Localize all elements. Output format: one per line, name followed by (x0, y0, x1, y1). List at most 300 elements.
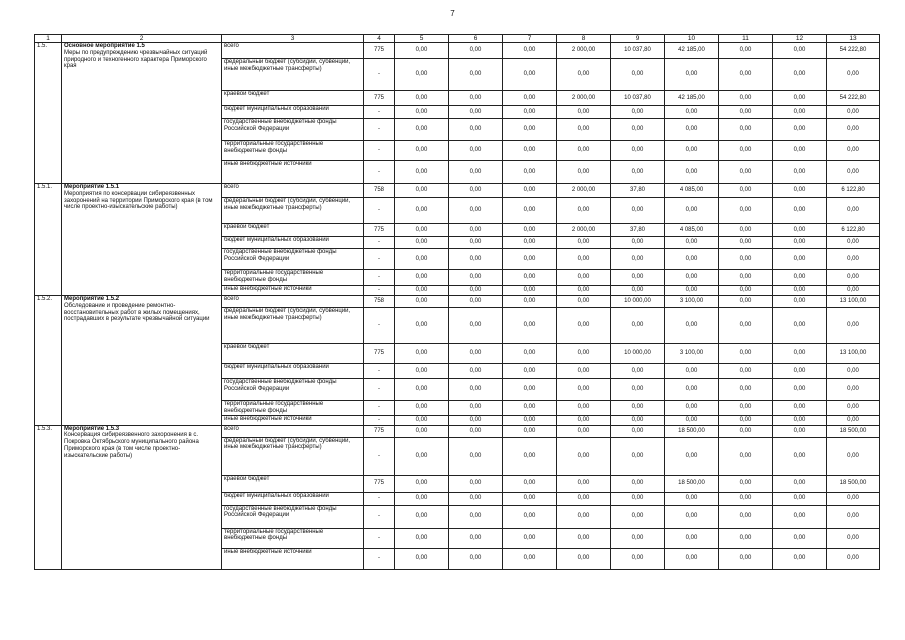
amount-value: 0,00 (557, 425, 611, 437)
amount-value: 0,00 (449, 401, 503, 416)
amount-value: 0,00 (395, 528, 449, 548)
total-value: 6 122,80 (827, 184, 880, 198)
amount-value: 0,00 (503, 270, 557, 286)
amount-value: 0,00 (395, 437, 449, 475)
funding-source-label: федеральный бюджет (субсидии, субвенции, иные межбюджетные трансферты) (222, 59, 364, 91)
column-number-header: 8 (557, 35, 611, 43)
grbs-code: 775 (364, 425, 395, 437)
grbs-code: - (364, 528, 395, 548)
column-number-header: 13 (827, 35, 880, 43)
amount-value: 0,00 (611, 59, 665, 91)
amount-value: 0,00 (611, 548, 665, 569)
total-value: 0,00 (827, 505, 880, 528)
amount-value: 0,00 (719, 437, 773, 475)
amount-value: 10 037,80 (611, 43, 665, 59)
amount-value: 0,00 (719, 184, 773, 198)
amount-value: 0,00 (611, 237, 665, 249)
total-value: 0,00 (827, 437, 880, 475)
amount-value: 0,00 (611, 437, 665, 475)
amount-value: 0,00 (395, 106, 449, 119)
amount-value: 0,00 (719, 492, 773, 505)
amount-value: 42 185,00 (665, 91, 719, 106)
amount-value: 0,00 (719, 43, 773, 59)
item-code: 1.5.1. (35, 184, 62, 296)
amount-value: 0,00 (665, 59, 719, 91)
amount-value: 0,00 (395, 141, 449, 161)
column-number-header: 5 (395, 35, 449, 43)
amount-value: 0,00 (773, 43, 827, 59)
amount-value: 0,00 (449, 161, 503, 184)
grbs-code: 775 (364, 43, 395, 59)
amount-value: 0,00 (773, 106, 827, 119)
amount-value: 0,00 (449, 184, 503, 198)
table-row (35, 296, 880, 308)
grbs-code: - (364, 161, 395, 184)
funding-source-label: иные внебюджетные источники (222, 548, 364, 569)
amount-value: 0,00 (449, 270, 503, 286)
total-value: 0,00 (827, 106, 880, 119)
amount-value: 0,00 (449, 548, 503, 569)
amount-value: 3 100,00 (665, 344, 719, 364)
grbs-code: 758 (364, 184, 395, 198)
amount-value: 2 000,00 (557, 184, 611, 198)
amount-value: 0,00 (395, 249, 449, 270)
item-description: Мероприятия по консервации сибиреязвенных захоронений на территории Приморского края (в том числе проектно-изыскательские работы) (64, 190, 213, 211)
funding-source-label: краевой бюджет (222, 224, 364, 237)
item-description-cell (62, 184, 222, 296)
column-number-header: 11 (719, 35, 773, 43)
column-number-header: 9 (611, 35, 665, 43)
item-title: Мероприятие 1.5.2 (64, 296, 120, 302)
funding-source-label: краевой бюджет (222, 475, 364, 492)
funding-source-label: государственные внебюджетные фонды Российской Федерации (222, 119, 364, 141)
amount-value: 0,00 (557, 286, 611, 296)
amount-value: 0,00 (719, 224, 773, 237)
amount-value: 37,80 (611, 224, 665, 237)
amount-value: 18 500,00 (665, 475, 719, 492)
amount-value: 0,00 (611, 364, 665, 379)
total-value: 0,00 (827, 270, 880, 286)
item-description-cell (62, 43, 222, 184)
amount-value: 0,00 (557, 161, 611, 184)
grbs-code: 775 (364, 224, 395, 237)
amount-value: 0,00 (395, 344, 449, 364)
amount-value: 0,00 (773, 415, 827, 425)
amount-value: 0,00 (557, 237, 611, 249)
amount-value: 0,00 (611, 106, 665, 119)
amount-value: 0,00 (449, 308, 503, 344)
amount-value: 0,00 (503, 286, 557, 296)
column-number-header: 10 (665, 35, 719, 43)
amount-value: 0,00 (611, 119, 665, 141)
amount-value: 0,00 (773, 161, 827, 184)
amount-value: 0,00 (557, 308, 611, 344)
funding-source-label: иные внебюджетные источники (222, 415, 364, 425)
amount-value: 0,00 (395, 91, 449, 106)
amount-value: 0,00 (665, 505, 719, 528)
amount-value: 0,00 (719, 401, 773, 416)
amount-value: 0,00 (449, 43, 503, 59)
amount-value: 0,00 (449, 286, 503, 296)
amount-value: 0,00 (611, 492, 665, 505)
total-value: 0,00 (827, 141, 880, 161)
amount-value: 0,00 (773, 296, 827, 308)
amount-value: 18 500,00 (665, 425, 719, 437)
amount-value: 0,00 (395, 59, 449, 91)
amount-value: 2 000,00 (557, 91, 611, 106)
amount-value: 0,00 (773, 249, 827, 270)
funding-source-label: всего (222, 184, 364, 198)
amount-value: 0,00 (503, 379, 557, 401)
amount-value: 0,00 (611, 379, 665, 401)
amount-value: 0,00 (503, 198, 557, 224)
amount-value: 0,00 (395, 224, 449, 237)
grbs-code: - (364, 308, 395, 344)
grbs-code: 775 (364, 344, 395, 364)
amount-value: 0,00 (449, 224, 503, 237)
amount-value: 0,00 (719, 308, 773, 344)
amount-value: 0,00 (665, 237, 719, 249)
total-value: 0,00 (827, 237, 880, 249)
amount-value: 0,00 (557, 296, 611, 308)
grbs-code: - (364, 270, 395, 286)
item-description: Меры по предупреждению чрезвычайных ситуаций природного и техногенного характера Приморского края (64, 49, 208, 70)
item-title: Мероприятие 1.5.1 (64, 184, 120, 190)
item-title: Мероприятие 1.5.3 (64, 425, 120, 432)
amount-value: 0,00 (395, 401, 449, 416)
total-value: 0,00 (827, 161, 880, 184)
amount-value: 0,00 (611, 415, 665, 425)
amount-value: 0,00 (611, 528, 665, 548)
grbs-code: - (364, 401, 395, 416)
amount-value: 0,00 (395, 184, 449, 198)
amount-value: 0,00 (611, 308, 665, 344)
amount-value: 0,00 (719, 425, 773, 437)
amount-value: 0,00 (665, 249, 719, 270)
amount-value: 0,00 (395, 270, 449, 286)
column-number-header: 12 (773, 35, 827, 43)
funding-source-label: федеральный бюджет (субсидии, субвенции, иные межбюджетные трансферты) (222, 437, 364, 475)
amount-value: 0,00 (557, 415, 611, 425)
amount-value: 0,00 (773, 270, 827, 286)
amount-value: 0,00 (503, 505, 557, 528)
amount-value: 0,00 (449, 379, 503, 401)
amount-value: 10 000,00 (611, 344, 665, 364)
amount-value: 0,00 (395, 505, 449, 528)
funding-source-label: территориальные государственные внебюджетные фонды (222, 401, 364, 416)
amount-value: 0,00 (719, 161, 773, 184)
amount-value: 0,00 (773, 401, 827, 416)
amount-value: 0,00 (449, 237, 503, 249)
grbs-code: - (364, 415, 395, 425)
amount-value: 0,00 (395, 161, 449, 184)
amount-value: 0,00 (665, 119, 719, 141)
funding-source-label: краевой бюджет (222, 91, 364, 106)
amount-value: 0,00 (773, 548, 827, 569)
amount-value: 0,00 (611, 198, 665, 224)
amount-value: 0,00 (557, 141, 611, 161)
amount-value: 0,00 (503, 141, 557, 161)
amount-value: 0,00 (773, 286, 827, 296)
grbs-code: 775 (364, 91, 395, 106)
amount-value: 0,00 (395, 492, 449, 505)
amount-value: 0,00 (449, 296, 503, 308)
amount-value: 0,00 (719, 379, 773, 401)
amount-value: 0,00 (395, 198, 449, 224)
amount-value: 0,00 (773, 344, 827, 364)
total-value: 54 222,80 (827, 91, 880, 106)
amount-value: 0,00 (665, 548, 719, 569)
amount-value: 10 037,80 (611, 91, 665, 106)
funding-source-label: краевой бюджет (222, 344, 364, 364)
amount-value: 0,00 (395, 286, 449, 296)
amount-value: 0,00 (719, 270, 773, 286)
amount-value: 0,00 (395, 475, 449, 492)
grbs-code: - (364, 249, 395, 270)
amount-value: 0,00 (719, 119, 773, 141)
amount-value: 0,00 (719, 91, 773, 106)
total-value: 0,00 (827, 286, 880, 296)
amount-value: 0,00 (719, 198, 773, 224)
amount-value: 0,00 (611, 505, 665, 528)
amount-value: 0,00 (719, 237, 773, 249)
amount-value: 0,00 (395, 379, 449, 401)
amount-value: 0,00 (503, 344, 557, 364)
amount-value: 2 000,00 (557, 43, 611, 59)
total-value: 0,00 (827, 308, 880, 344)
amount-value: 0,00 (557, 270, 611, 286)
amount-value: 0,00 (449, 415, 503, 425)
amount-value: 0,00 (719, 528, 773, 548)
column-number-header: 7 (503, 35, 557, 43)
amount-value: 0,00 (449, 198, 503, 224)
funding-source-label: территориальные государственные внебюджетные фонды (222, 141, 364, 161)
amount-value: 0,00 (719, 475, 773, 492)
funding-source-label: государственные внебюджетные фонды Российской Федерации (222, 505, 364, 528)
funding-source-label: государственные внебюджетные фонды Российской Федерации (222, 379, 364, 401)
amount-value: 0,00 (611, 141, 665, 161)
amount-value: 0,00 (503, 437, 557, 475)
funding-source-label: иные внебюджетные источники (222, 286, 364, 296)
budget-table-body (35, 35, 880, 570)
amount-value: 0,00 (665, 415, 719, 425)
funding-source-label: всего (222, 296, 364, 308)
amount-value: 0,00 (449, 91, 503, 106)
funding-source-label: иные внебюджетные источники (222, 161, 364, 184)
grbs-code: - (364, 59, 395, 91)
amount-value: 0,00 (611, 475, 665, 492)
item-code: 1.5.3. (35, 425, 62, 569)
amount-value: 0,00 (665, 270, 719, 286)
total-value: 0,00 (827, 59, 880, 91)
total-value: 0,00 (827, 528, 880, 548)
total-value: 0,00 (827, 364, 880, 379)
grbs-code: 775 (364, 475, 395, 492)
amount-value: 0,00 (665, 106, 719, 119)
grbs-code: - (364, 492, 395, 505)
amount-value: 0,00 (665, 161, 719, 184)
amount-value: 0,00 (719, 141, 773, 161)
amount-value: 0,00 (557, 249, 611, 270)
amount-value: 0,00 (557, 437, 611, 475)
grbs-code: - (364, 364, 395, 379)
total-value: 0,00 (827, 548, 880, 569)
amount-value: 0,00 (611, 425, 665, 437)
item-title: Основное мероприятие 1.5 (64, 43, 145, 49)
amount-value: 0,00 (611, 401, 665, 416)
amount-value: 0,00 (503, 475, 557, 492)
item-code: 1.5.2. (35, 296, 62, 426)
amount-value: 3 100,00 (665, 296, 719, 308)
total-value: 13 100,00 (827, 296, 880, 308)
total-value: 0,00 (827, 379, 880, 401)
item-description: Консервация сибиреязвенного захоронения в с. Покровка Октябрьского муниципального района Приморского края (в том числе проектно-изыскательские работы) (64, 432, 199, 459)
amount-value: 0,00 (557, 119, 611, 141)
column-number-header: 1 (35, 35, 62, 43)
amount-value: 0,00 (503, 249, 557, 270)
amount-value: 0,00 (395, 548, 449, 569)
amount-value: 0,00 (773, 184, 827, 198)
grbs-code: - (364, 437, 395, 475)
column-number-header: 4 (364, 35, 395, 43)
funding-source-label: бюджет муниципальных образований (222, 492, 364, 505)
column-number-header-row (35, 35, 880, 43)
grbs-code: - (364, 198, 395, 224)
amount-value: 0,00 (557, 379, 611, 401)
total-value: 0,00 (827, 198, 880, 224)
amount-value: 0,00 (665, 308, 719, 344)
amount-value: 0,00 (449, 106, 503, 119)
amount-value: 0,00 (557, 344, 611, 364)
amount-value: 0,00 (719, 505, 773, 528)
amount-value: 0,00 (665, 198, 719, 224)
amount-value: 0,00 (719, 286, 773, 296)
amount-value: 0,00 (503, 425, 557, 437)
amount-value: 0,00 (773, 59, 827, 91)
total-value: 13 100,00 (827, 344, 880, 364)
amount-value: 0,00 (395, 308, 449, 344)
amount-value: 0,00 (557, 548, 611, 569)
amount-value: 0,00 (449, 528, 503, 548)
amount-value: 0,00 (665, 286, 719, 296)
table-row (35, 43, 880, 59)
amount-value: 0,00 (719, 548, 773, 569)
amount-value: 0,00 (503, 184, 557, 198)
amount-value: 0,00 (773, 528, 827, 548)
total-value: 0,00 (827, 249, 880, 270)
grbs-code: - (364, 286, 395, 296)
amount-value: 0,00 (557, 475, 611, 492)
amount-value: 0,00 (773, 224, 827, 237)
amount-value: 0,00 (503, 401, 557, 416)
amount-value: 0,00 (665, 492, 719, 505)
funding-source-label: всего (222, 425, 364, 437)
amount-value: 0,00 (665, 528, 719, 548)
amount-value: 0,00 (557, 59, 611, 91)
amount-value: 0,00 (719, 106, 773, 119)
amount-value: 37,80 (611, 184, 665, 198)
amount-value: 0,00 (503, 161, 557, 184)
amount-value: 0,00 (719, 415, 773, 425)
grbs-code: - (364, 141, 395, 161)
amount-value: 0,00 (395, 43, 449, 59)
amount-value: 0,00 (449, 437, 503, 475)
amount-value: 0,00 (665, 379, 719, 401)
amount-value: 0,00 (773, 505, 827, 528)
amount-value: 0,00 (503, 296, 557, 308)
funding-source-label: бюджет муниципальных образований (222, 237, 364, 249)
amount-value: 4 085,00 (665, 224, 719, 237)
amount-value: 0,00 (557, 401, 611, 416)
amount-value: 0,00 (773, 237, 827, 249)
amount-value: 0,00 (557, 528, 611, 548)
amount-value: 0,00 (503, 106, 557, 119)
funding-source-label: бюджет муниципальных образований (222, 364, 364, 379)
amount-value: 0,00 (395, 237, 449, 249)
total-value: 0,00 (827, 401, 880, 416)
grbs-code: - (364, 379, 395, 401)
amount-value: 0,00 (557, 364, 611, 379)
grbs-code: - (364, 106, 395, 119)
amount-value: 0,00 (719, 344, 773, 364)
total-value: 6 122,80 (827, 224, 880, 237)
grbs-code: - (364, 505, 395, 528)
budget-table (34, 34, 880, 570)
funding-source-label: бюджет муниципальных образований (222, 106, 364, 119)
amount-value: 0,00 (719, 364, 773, 379)
amount-value: 0,00 (773, 198, 827, 224)
amount-value: 0,00 (719, 59, 773, 91)
column-number-header: 2 (62, 35, 222, 43)
total-value: 0,00 (827, 492, 880, 505)
funding-source-label: всего (222, 43, 364, 59)
amount-value: 0,00 (449, 505, 503, 528)
funding-source-label: государственные внебюджетные фонды Российской Федерации (222, 249, 364, 270)
amount-value: 0,00 (503, 415, 557, 425)
amount-value: 0,00 (395, 415, 449, 425)
amount-value: 0,00 (773, 119, 827, 141)
amount-value: 0,00 (503, 528, 557, 548)
amount-value: 0,00 (665, 437, 719, 475)
amount-value: 0,00 (503, 237, 557, 249)
amount-value: 0,00 (773, 437, 827, 475)
amount-value: 0,00 (395, 425, 449, 437)
amount-value: 0,00 (503, 492, 557, 505)
amount-value: 0,00 (503, 119, 557, 141)
total-value: 54 222,80 (827, 43, 880, 59)
total-value: 18 500,00 (827, 475, 880, 492)
funding-source-label: федеральный бюджет (субсидии, субвенции, иные межбюджетные трансферты) (222, 198, 364, 224)
amount-value: 0,00 (665, 401, 719, 416)
item-description-cell (62, 296, 222, 426)
amount-value: 2 000,00 (557, 224, 611, 237)
amount-value: 0,00 (665, 364, 719, 379)
amount-value: 0,00 (449, 141, 503, 161)
amount-value: 0,00 (557, 106, 611, 119)
item-description-cell (62, 425, 222, 569)
amount-value: 0,00 (611, 286, 665, 296)
funding-source-label: федеральный бюджет (субсидии, субвенции, иные межбюджетные трансферты) (222, 308, 364, 344)
amount-value: 0,00 (719, 296, 773, 308)
column-number-header: 3 (222, 35, 364, 43)
grbs-code: - (364, 548, 395, 569)
page-number: 7 (450, 9, 455, 18)
amount-value: 0,00 (449, 475, 503, 492)
amount-value: 10 000,00 (611, 296, 665, 308)
amount-value: 0,00 (503, 59, 557, 91)
amount-value: 0,00 (449, 249, 503, 270)
grbs-code: - (364, 119, 395, 141)
